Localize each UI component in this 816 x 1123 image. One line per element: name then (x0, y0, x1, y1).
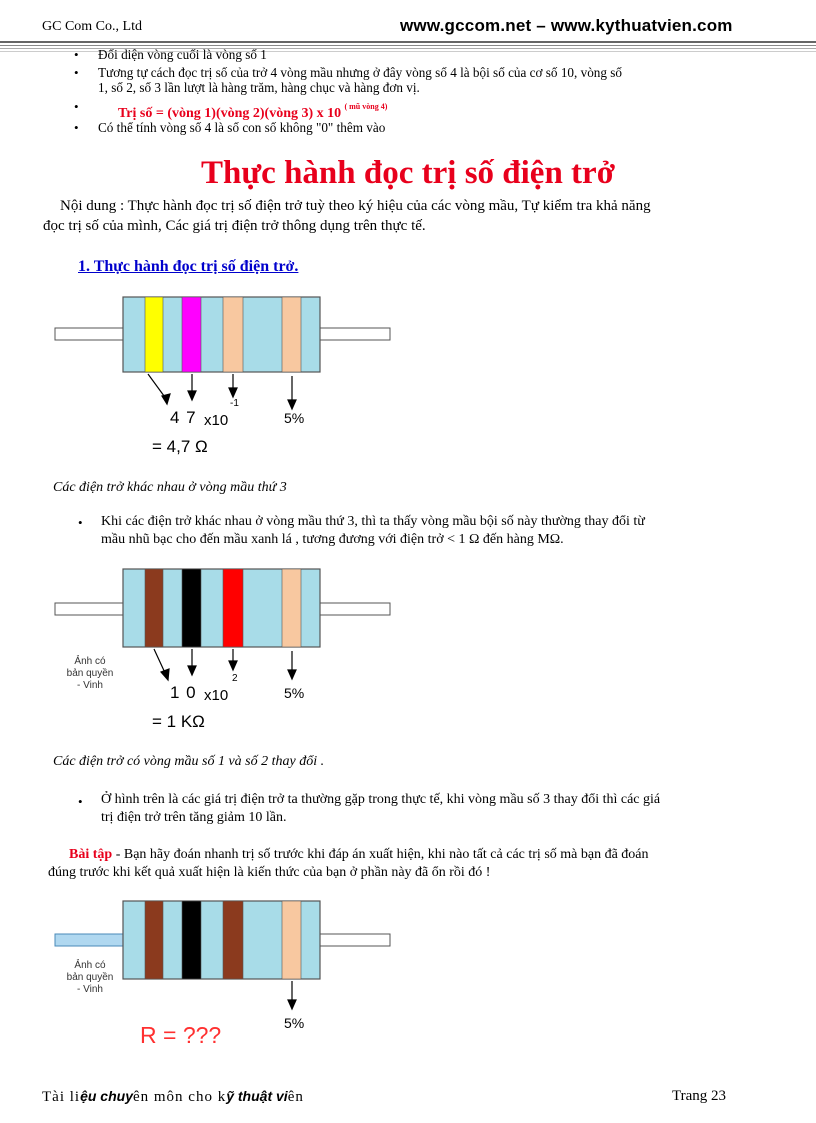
r1-multiplier: x10 (204, 412, 229, 429)
lead-right (318, 934, 390, 946)
watermark-line: bản quyền (66, 668, 114, 679)
exercise-line-1 (69, 846, 789, 864)
arrows (288, 981, 296, 1009)
resistor-diagram-2 (50, 565, 400, 735)
watermark-line: - Vinh (77, 984, 103, 995)
band-4 (282, 901, 301, 979)
lead-right (318, 328, 390, 340)
caption-2: Các điện trở có vòng mầu số 1 và số 2 thay đổi . (53, 754, 325, 769)
r1-digits: 4 7 (170, 408, 197, 427)
lead-right (318, 603, 390, 615)
list-item: • Trị số = (vòng 1)(vòng 2)(vòng 3) x 10 $^{( mũ vòng 4)}$ (74, 99, 388, 121)
bullet3-line-2: trị điện trở trên tăng giảm 10 lần. (101, 810, 287, 825)
r1-tolerance: 5% (284, 410, 305, 426)
bullet2-line-2: mầu nhũ bạc cho đến mầu xanh lá , tương đương với điện trở < 1 Ω đến hàng MΩ. (101, 532, 564, 547)
formula-text: Trị số = (vòng 1)(vòng 2)(vòng 3) x 10 (118, 106, 342, 121)
bullet-dot: • (78, 794, 83, 809)
r1-result: = 4,7 Ω (152, 437, 208, 456)
footer-part: ệu chuy (80, 1088, 133, 1104)
r2-digits: 1 0 (170, 683, 197, 702)
r2-result: = 1 KΩ (152, 712, 205, 731)
bullet2-line-1: Khi các điện trở khác nhau ở vòng mầu thứ 3, thì ta thấy vòng mầu bội số này thường thay đổi từ (101, 514, 645, 529)
band-1 (145, 569, 163, 647)
band-2 (182, 569, 201, 647)
list-item-continuation (98, 80, 778, 95)
footer-part: ên (287, 1089, 304, 1105)
watermark-2 (60, 656, 120, 692)
formula-exponent: ( mũ vòng 4) (344, 102, 388, 111)
list-item: • Đối diện vòng cuối là vòng số 1 (74, 47, 267, 62)
band-2 (182, 901, 201, 979)
bullet-text: Đối diện vòng cuối là vòng số 1 (98, 47, 267, 62)
watermark-line: - Vinh (77, 680, 103, 691)
bullet-text: Có thể tính vòng số 4 là số con số không "0" thêm vào (98, 120, 386, 135)
intro-bullets (74, 47, 778, 135)
band-1 (145, 901, 163, 979)
footer-part: Tài li (42, 1089, 81, 1105)
r3-tolerance: 5% (284, 1015, 305, 1031)
bullet-text: Tương tự cách đọc trị số của trở 4 vòng mầu nhưng ở đây vòng số 4 là bội số của cơ số 10, vòng số (98, 65, 623, 80)
exercise-line-2: đúng trước khi kết quả xuất hiện là kiến thức của bạn ở phần này đã ổn rồi đó ! (48, 865, 491, 880)
content-line-2: đọc trị số của mình, Các giá trị điện trở thông dụng trên thực tế. (43, 218, 426, 234)
caption-1: Các điện trở khác nhau ở vòng mầu thứ 3 (53, 480, 287, 495)
watermark-line: bản quyền (66, 972, 114, 983)
bullet3-line-1: Ở hình trên là các giá trị điện trở ta thường gặp trong thực tế, khi vòng mầu số 3 thay đổi thì các giá (101, 792, 661, 807)
footer-text (42, 1088, 304, 1106)
bullet-dot: • (78, 515, 83, 530)
r2-multiplier: x10 (204, 687, 229, 704)
band-2 (182, 297, 201, 372)
r2-tolerance: 5% (284, 685, 305, 701)
watermark-line: Ảnh có (74, 960, 106, 971)
page-number: Trang 23 (672, 1088, 727, 1104)
r2-exponent: 2 (232, 673, 238, 684)
band-3 (223, 569, 243, 647)
watermark-line: Ảnh có (74, 656, 106, 667)
arrows (148, 374, 296, 409)
header-websites: www.gccom.net – www.kythuatvien.com (400, 16, 733, 35)
content-line-1: Nội dung : Thực hành đọc trị số điện trở tuỳ theo ký hiệu của các vòng mầu, Tự kiểm tra khả năng (60, 198, 651, 214)
exercise-label: Bài tập (69, 847, 113, 862)
page-title: Thực hành đọc trị số điện trở (201, 155, 615, 191)
band-3 (223, 297, 243, 372)
band-4 (282, 297, 301, 372)
band-3 (223, 901, 243, 979)
r3-result: R = ??? (140, 1022, 222, 1048)
bullet-text: 1, số 2, số 3 lần lượt là hàng trăm, hàng chục và hàng đơn vị. (98, 80, 420, 95)
footer-part: ỹ thuật vi (226, 1088, 288, 1104)
resistor-diagram-1 (50, 290, 400, 460)
lead-left (55, 934, 125, 946)
exercise-text: - Bạn hãy đoán nhanh trị số trước khi đáp án xuất hiện, khi nào tất cả các trị số mà bạn đã đoán (112, 847, 649, 862)
footer-part: ên môn cho k (132, 1089, 227, 1105)
list-item: • Có thể tính vòng số 4 là số con số không "0" thêm vào (74, 120, 386, 135)
watermark-3 (60, 960, 120, 996)
header-company: GC Com Co., Ltd (42, 19, 142, 34)
band-1 (145, 297, 163, 372)
r1-exponent: -1 (230, 398, 239, 409)
list-item: • Tương tự cách đọc trị số của trở 4 vòng mầu nhưng ở đây vòng số 4 là bội số của cơ số 10, vòng số (74, 65, 623, 80)
band-4 (282, 569, 301, 647)
arrows (154, 649, 296, 680)
section-heading[interactable] (56, 258, 298, 276)
section-heading-text[interactable]: 1. Thực hành đọc trị số điện trở. (78, 258, 299, 275)
lead-left (55, 328, 125, 340)
lead-left (55, 603, 125, 615)
